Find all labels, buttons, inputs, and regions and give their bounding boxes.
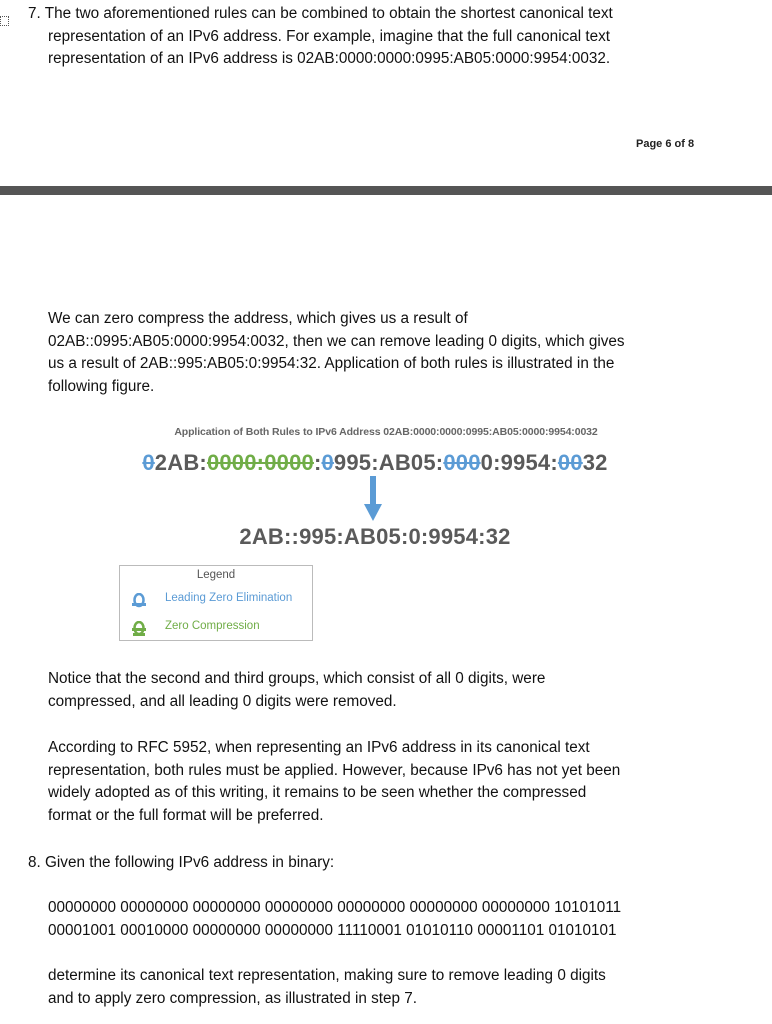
leading-zero-removed: 0 [142, 450, 155, 475]
paragraph-determine [48, 965, 606, 1010]
text-line: 02AB::0995:AB05:0000:9954:0032, then we can remove leading 0 digits, which gives [48, 332, 625, 350]
text-line: following figure. [48, 377, 155, 395]
address-segment: 32 [582, 450, 608, 475]
legend [119, 565, 313, 641]
binary-address [48, 897, 621, 942]
strikethrough-zero-green-icon [132, 621, 146, 636]
text-line: 00001001 00010000 00000000 00000000 11110001 01010110 00001101 01010101 [48, 921, 617, 939]
address-segment: 995:AB05: [333, 450, 444, 475]
legend-title: Legend [196, 569, 236, 581]
text-line: us a result of 2AB::995:AB05:0:9954:32. Application of both rules is illustrated in the [48, 355, 615, 372]
down-arrow-icon [364, 476, 382, 522]
leading-zero-removed: 00 [557, 450, 583, 475]
step-7 [28, 3, 613, 71]
text-line: representation, both rules must be applied. However, because IPv6 has not yet been [48, 761, 621, 779]
paragraph-notice [48, 668, 545, 713]
text-line: 00000000 00000000 00000000 00000000 00000000 00000000 00000000 10101011 [48, 899, 622, 916]
text-line: format or the full format will be preferred. [48, 806, 324, 824]
text-line: representation of an IPv6 address. For example, imagine that the full canonical text [48, 27, 611, 45]
leading-zero-removed: 000 [443, 450, 481, 475]
text-line: representation of an IPv6 address is 02AB:0000:0000:0995:AB05:0000:9954:0032. [48, 50, 611, 67]
legend-label: Zero Compression [165, 620, 260, 632]
text-line: According to RFC 5952, when representing an IPv6 address in its canonical text [48, 739, 590, 756]
strikethrough-zero-blue-icon [132, 593, 146, 608]
text-line: widely adopted as of this writing, it remains to be seen whether the compressed [48, 784, 587, 801]
legend-label: Leading Zero Elimination [165, 592, 293, 604]
text-line: Notice that the second and third groups, which consist of all 0 digits, were [48, 670, 546, 687]
address-segment: 2AB: [154, 450, 207, 475]
address-segment: 0:9954: [480, 450, 558, 475]
paragraph-marker [0, 16, 9, 26]
full-address [0, 450, 750, 476]
result-address: 2AB::995:AB05:0:9954:32 [239, 524, 511, 549]
paragraph-zero-compress [48, 308, 625, 398]
text-line: We can zero compress the address, which gives us a result of [48, 310, 468, 327]
text-line: and to apply zero compression, as illustrated in step 7. [48, 989, 418, 1007]
zero-compressed: 0000:0000 [206, 450, 314, 475]
text-line: compressed, and all leading 0 digits were removed. [48, 692, 397, 710]
step-8: 8. Given the following IPv6 address in binary: [28, 854, 335, 871]
text-line: 7. The two aforementioned rules can be combined to obtain the shortest canonical text [28, 5, 613, 22]
text-line: determine its canonical text representation, making sure to remove leading 0 digits [48, 967, 606, 984]
leading-zero-removed: 0 [321, 450, 334, 475]
figure-caption: Application of Both Rules to IPv6 Address 02AB:0000:0000:0995:AB05:0000:9954:0032 [174, 426, 598, 438]
page-number: Page 6 of 8 [636, 138, 695, 150]
paragraph-rfc [48, 737, 620, 827]
address-segment: : [313, 450, 322, 475]
page-separator [0, 186, 772, 195]
